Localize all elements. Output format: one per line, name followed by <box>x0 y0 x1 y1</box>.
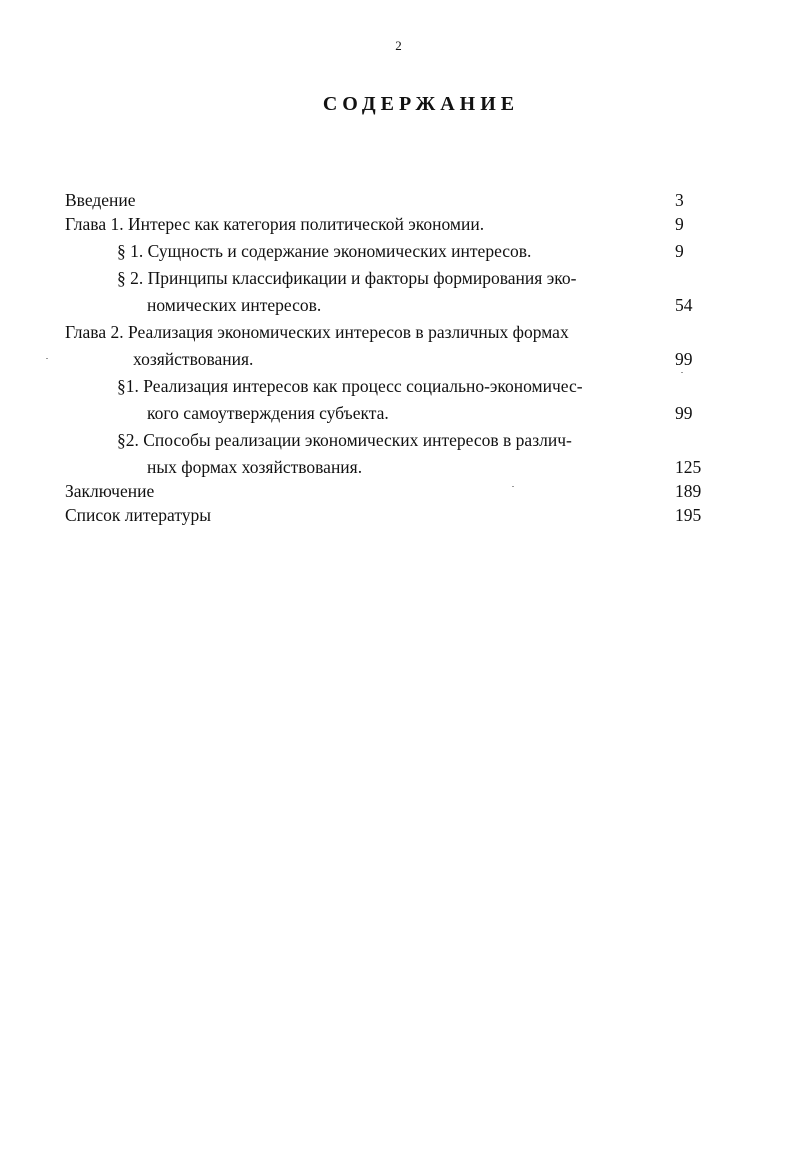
toc-ch2-s1-line1: §1. Реализация интересов как процесс социально-экономичес- <box>117 376 583 396</box>
toc-ch1-s2-line1: § 2. Принципы классификации и факторы формирования эко- <box>117 268 577 288</box>
page-title: СОДЕРЖАНИЕ <box>322 93 520 115</box>
toc-ch2-s2-line2: ных формах хозяйствования. <box>147 457 363 477</box>
scan-speck <box>46 358 48 359</box>
toc-ch2-s2-page: 125 <box>675 457 702 477</box>
toc-ch1-s1-title: § 1. Сущность и содержание экономических интересов. <box>117 241 532 261</box>
toc-ch2-s2-line1: §2. Способы реализации экономических интересов в различ- <box>117 430 572 450</box>
toc-ch2-s1-page: 99 <box>675 403 693 423</box>
toc-ch1-s2-page: 54 <box>675 295 693 315</box>
toc-intro-title: Введение <box>65 190 136 210</box>
scan-speck <box>512 486 514 487</box>
toc-chapter2-line2: хозяйствования. <box>133 349 254 369</box>
toc-chapter1-page: 9 <box>675 214 684 234</box>
toc-bibliography-title: Список литературы <box>65 505 212 525</box>
toc-ch1-s2-line2: номических интересов. <box>147 295 322 315</box>
page-number: 2 <box>395 38 402 53</box>
toc-conclusion-title: Заключение <box>65 481 155 501</box>
scan-speck <box>681 372 683 373</box>
toc-chapter2-line1: Глава 2. Реализация экономических интересов в различных формах <box>65 322 569 342</box>
toc-chapter1-title: Глава 1. Интерес как категория политической экономии. <box>65 214 485 234</box>
toc-conclusion-page: 189 <box>675 481 702 501</box>
toc-bibliography-page: 195 <box>675 505 702 525</box>
toc-intro-page: 3 <box>675 190 684 210</box>
toc-ch2-s1-line2: кого самоутверждения субъекта. <box>147 403 389 423</box>
toc-ch1-s1-page: 9 <box>675 241 684 261</box>
toc-chapter2-page: 99 <box>675 349 693 369</box>
